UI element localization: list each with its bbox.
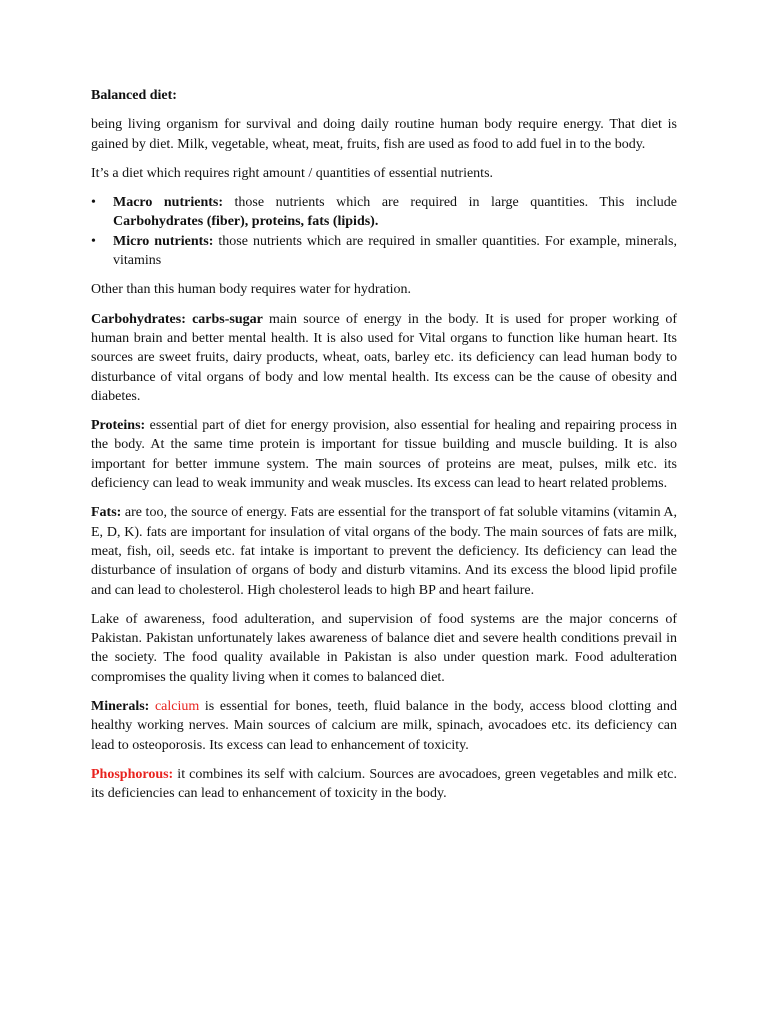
- list-item-macro: [91, 193, 677, 232]
- definition-paragraph: It’s a diet which requires right amount / quantities of essential nutrients.: [91, 165, 494, 181]
- carbohydrates-paragraph: [91, 310, 677, 406]
- fats-term: Fats:: [91, 505, 122, 521]
- macro-term: Macro nutrients:: [113, 195, 224, 211]
- list-item-micro: [91, 232, 677, 271]
- nutrient-list: [91, 193, 677, 270]
- water-paragraph: Other than this human body requires water for hydration.: [91, 282, 411, 298]
- intro-paragraph: being living organism for survival and doing daily routine human body require energy. That diet is gained by diet. Milk, vegetable, wheat, meat, fruits, fish are used as food to add fuel in to the body.: [91, 117, 677, 152]
- macro-bold-tail: Carbohydrates (fiber), proteins, fats (lipids).: [113, 214, 379, 230]
- proteins-text: essential part of diet for energy provision, also essential for healing and repairing process in the body. At the same time protein is important for tissue building and muscle building. It is also important for better immune system. The main sources of proteins are meat, pulses, milk etc. its deficiency can lead to weak immunity and weak muscles. Its excess can lead to heart related problems.: [91, 418, 677, 492]
- minerals-paragraph: [91, 697, 677, 755]
- proteins-term: Proteins:: [91, 418, 146, 434]
- minerals-term: Minerals:: [91, 699, 150, 715]
- micro-term: Micro nutrients:: [113, 233, 214, 249]
- calcium-highlight: calcium: [154, 699, 200, 715]
- bullet-icon: •: [91, 233, 96, 249]
- fats-text: are too, the source of energy. Fats are essential for the transport of fat soluble vitamins (vitamin A, E, D, K). fats are important for insulation of vital organs of the body. The main sources of fats are milk, meat, fish, oil, seeds etc. fat intake is important to prevent the deficiency. Its deficiency can lead the disturbance of insulation of organs of body and disturb vitamins. And its excess the blood lipid profile and can lead to cholesterol. High cholesterol leads to high BP and heart failure.: [91, 505, 677, 598]
- phosphorous-term: Phosphorous:: [91, 766, 174, 782]
- document-page: [91, 86, 677, 814]
- document-title: Balanced diet:: [91, 88, 177, 103]
- phosphorous-text: it combines its self with calcium. Sources are avocadoes, green vegetables and milk etc. its deficiencies can lead to enhancement of toxicity in the body.: [91, 766, 677, 802]
- proteins-paragraph: [91, 416, 677, 493]
- awareness-paragraph: Lake of awareness, food adulteration, and supervision of food systems are the major concerns of Pakistan. Pakistan unfortunately lakes awareness of balance diet and severe health conditions prevail in the society. The food quality available in Pakistan is also under question mark. Food adulteration compromises the quality living when it comes to balanced diet.: [91, 611, 677, 685]
- minerals-text: is essential for bones, teeth, fluid balance in the body, access blood clotting and healthy working nerves. Main sources of calcium are milk, spinach, avocadoes etc. its deficiency can lead to osteoporosis. Its excess can lead to enhancement of toxicity.: [91, 699, 678, 753]
- bullet-icon: •: [91, 195, 96, 211]
- phosphorous-paragraph: [91, 765, 677, 804]
- carbohydrates-text: main source of energy in the body. It is used for proper working of human brain and better mental health. It is also used for Vital organs to function like human heart. Its sources are sweet fruits, dairy products, wheat, oats, barley etc. its deficiency can lead human body to disturbance of vital organs of body and low mental health. Its excess can be the cause of obesity and diabetes.: [91, 311, 677, 404]
- fats-paragraph: [91, 503, 677, 599]
- macro-text: those nutrients which are required in large quantities. This include: [223, 195, 677, 211]
- micro-text: those nutrients which are required in smaller quantities. For example, minerals, vitamins: [113, 233, 677, 269]
- carbohydrates-term: Carbohydrates: carbs-sugar: [91, 311, 263, 327]
